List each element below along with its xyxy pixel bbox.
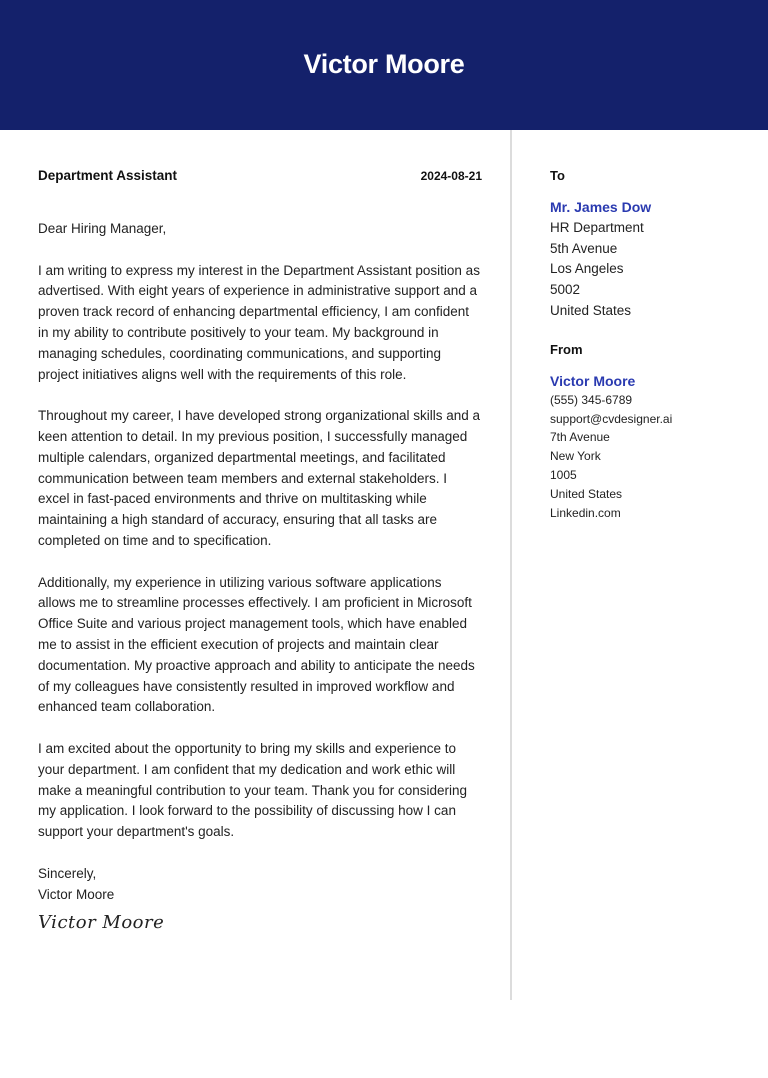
paragraph-3: Additionally, my experience in utilizing various software applications allows me to streamline processes effectively. I am proficient in Microsoft Office Suite and various project management tools, which have enabled me to assist in the efficient execution of projects and maintain clear documentation. My proactive approach and ability to anticipate the needs of my colleagues have consistently resulted in improved workflow and enhanced team collaboration. [38,574,475,715]
sender-email[interactable]: support@cvdesigner.ai [550,411,673,426]
closing-salutation: Sincerely, [38,865,97,881]
job-title: Department Assistant [38,168,178,183]
column-divider [510,130,512,1000]
to-label: To [550,168,565,183]
letter-text [38,219,482,934]
sender-country: United States [550,486,623,501]
recipient-name: Mr. James Dow [550,199,652,215]
letter-date: 2024-08-21 [420,169,482,183]
handwritten-signature: Victor Moore [38,912,165,934]
sender-name: Victor Moore [550,372,636,389]
paragraph-1: I am writing to express my interest in the Department Assistant position as advertised. With eight years of experience in administrative support and a proven track record of enhancing departmental efficiency, I am confident in my ability to contribute positively to your team. My background in managing schedules, coordinating communications, and supporting project initiatives aligns well with the requirements of this role. [38,262,480,382]
from-label: From [550,341,583,357]
recipient-block [550,168,760,322]
paragraph-4: I am excited about the opportunity to bring my skills and experience to your department. I am confident that my dedication and work ethic will make a meaningful contribution to your team. Thank you for considering my application. I look forward to the possibility of discussing how I can support your department's goals. [38,740,467,840]
closing-block [38,864,482,906]
greeting: Dear Hiring Manager, [38,221,167,236]
letter-meta-row [38,168,482,188]
sender-phone[interactable]: (555) 345-6789 [550,392,633,407]
paragraph-2: Throughout my career, I have developed strong organizational skills and a keen attention to detail. In my previous position, I successfully managed multiple calendars, organized departmental meetings, and facilitated communication between team members and external stakeholders. I excel in fast-paced environments and thrive on multitasking while maintaining a high standard of accuracy, ensuring that all tasks are completed on time and to specification. [38,408,481,548]
letter-body [38,168,482,934]
sender-street: 7th Avenue [550,430,610,445]
recipient-city: Los Angeles [550,261,624,277]
closing-name: Victor Moore [38,886,115,902]
recipient-country: United States [550,302,632,318]
recipient-postal-code: 5002 [550,282,581,298]
sender-city: New York [550,449,601,464]
applicant-name-heading: Victor Moore [303,48,465,79]
recipient-street: 5th Avenue [550,240,618,256]
header-banner [0,0,768,130]
sender-postal-code: 1005 [550,467,577,482]
recipient-department: HR Department [550,219,644,235]
sender-block [550,342,760,523]
address-sidebar [550,168,760,522]
sender-linkedin-link[interactable]: Linkedin.com [550,505,621,520]
